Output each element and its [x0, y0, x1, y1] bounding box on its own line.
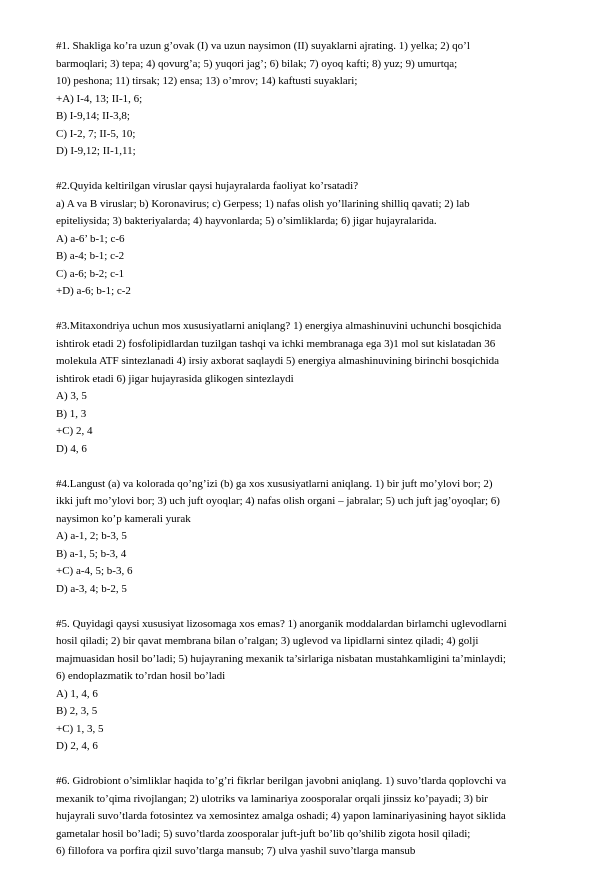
answer-option: A) a-6’ b-1; c-6 [56, 232, 125, 245]
answer-option: B) a-4; b-1; c-2 [56, 250, 125, 262]
document-page [56, 38, 552, 878]
question-3 [56, 318, 552, 458]
question-text-line: #3.Mitaxondriya uchun mos xususiyatlarni aniqlang? 1) energiya almashinuvini uchunchi bosqichida [56, 320, 502, 332]
answer-option: A) a-1, 2; b-3, 5 [56, 530, 127, 542]
question-text-line: #1. Shakliga ko’ra uzun g’ovak (I) va uzun naysimon (II) suyaklarni ajrating. 1) yelka; 2) qo’l [56, 40, 470, 52]
answer-option: C) a-6; b-2; c-1 [56, 267, 125, 280]
answer-option: B) I-9,14; II-3,8; [56, 110, 130, 122]
question-text-line: #4.Langust (a) va kolorada qo’ng’izi (b) ga xos xususiyatlarni aniqlang. 1) bir juft mo’ylovi bor; 2) [56, 477, 493, 490]
question-text-line: 6) fillofora va porfira qizil suvo’tlarga mansub; 7) ulva yashil suvo’tlarga mansub [56, 845, 416, 857]
answer-option: D) I-9,12; II-1,11; [56, 145, 136, 157]
answer-option: B) 2, 3, 5 [56, 705, 98, 717]
question-text-line: #6. Gidrobiont o’simliklar haqida to’g’ri fikrlar berilgan javobni aniqlang. 1) suvo’tlarda qoplovchi va [56, 775, 507, 787]
question-text-line: ishtirok etadi 6) jigar hujayrasida glikogen sintezlaydi [56, 372, 294, 385]
question-text-line: #5. Quyidagi qaysi xususiyat lizosomaga xos emas? 1) anorganik moddalardan birlamchi uglevodlarni [56, 617, 507, 630]
question-text-line: epiteliysida; 3) bakteriyalarda; 4) hayvonlarda; 5) o’simliklarda; 6) jigar hujayralarida. [56, 215, 437, 227]
question-text-line: a) A va B viruslar; b) Koronavirus; c) Gerpess; 1) nafas olish yo’llarining shilliq qavati; 2) lab [56, 197, 470, 210]
answer-option: +C) a-4, 5; b-3, 6 [56, 565, 133, 577]
question-text-line: barmoqlari; 3) tepa; 4) qovurg’a; 5) yuqori jag’; 6) bilak; 7) oyoq kafti; 8) yuz; 9) umurtqa; [56, 57, 458, 70]
answer-option: B) 1, 3 [56, 407, 87, 420]
question-text-line: 6) endoplazmatik to’rdan hosil bo’ladi [56, 670, 226, 682]
question-text-line: mexanik to’qima rivojlangan; 2) ulotriks va laminariya zoosporalar orqali jinssiz ko’payadi; 3) bir [56, 792, 488, 805]
answer-option: A) 1, 4, 6 [56, 687, 98, 700]
question-text-line: #2.Quyida keltirilgan viruslar qaysi hujayralarda faoliyat ko’rsatadi? [56, 180, 359, 192]
answer-option: +C) 1, 3, 5 [56, 722, 104, 735]
answer-option: A) 3, 5 [56, 390, 87, 402]
question-text-line: gametalar hosil bo’ladi; 5) suvo’tlarda zoosporalar juft-juft bo’lib qo’shilib zigota hosil qiladi; [56, 827, 471, 840]
question-text-line: molekula ATF sintezlanadi 4) irsiy axborat saqlaydi 5) energiya almashinuvining birinchi bosqichida [56, 355, 500, 367]
question-text-line: naysimon ko’p kamerali yurak [56, 512, 191, 525]
question-5 [56, 616, 552, 756]
question-4 [56, 476, 552, 599]
question-1 [56, 38, 552, 161]
question-text-line: majmuasidan hosil bo’ladi; 5) hujayraning mexanik ta’sirlariga nisbatan mustahkamligini ta’minlaydi; [56, 652, 506, 665]
answer-option: D) a-3, 4; b-2, 5 [56, 582, 127, 595]
question-text-line: ikki juft mo’ylovi bor; 3) uch juft oyoqlar; 4) nafas olish organi – jabralar; 5) uch juft jag’oyoqlar; 6) [56, 495, 500, 507]
question-text-line: ishtirok etadi 2) fosfolipidlardan tuzilgan tashqi va ichki membranaga ega 3)1 mol sut kislatadan 36 [56, 337, 496, 350]
question-text-line: hosil qiladi; 2) bir qavat membrana bilan o’ralgan; 3) uglevod va lipidlarni sintez qiladi; 4) golji [56, 635, 479, 647]
question-2 [56, 178, 552, 301]
answer-option: D) 2, 4, 6 [56, 740, 98, 752]
question-text-line: hujayrali suvo’tlarda fotosintez va xemosintez amalga oshadi; 4) yapon laminariyasining hayot siklida [56, 810, 506, 822]
answer-option: C) I-2, 7; II-5, 10; [56, 127, 136, 140]
answer-option: B) a-1, 5; b-3, 4 [56, 547, 127, 560]
answer-option: +D) a-6; b-1; c-2 [56, 285, 131, 297]
answer-option: +A) I-4, 13; II-1, 6; [56, 92, 143, 105]
question-text-line: 10) peshona; 11) tirsak; 12) ensa; 13) o’mrov; 14) kaftusti suyaklari; [56, 75, 358, 87]
answer-option: +C) 2, 4 [56, 425, 93, 437]
question-6 [56, 773, 552, 861]
answer-option: D) 4, 6 [56, 442, 87, 455]
